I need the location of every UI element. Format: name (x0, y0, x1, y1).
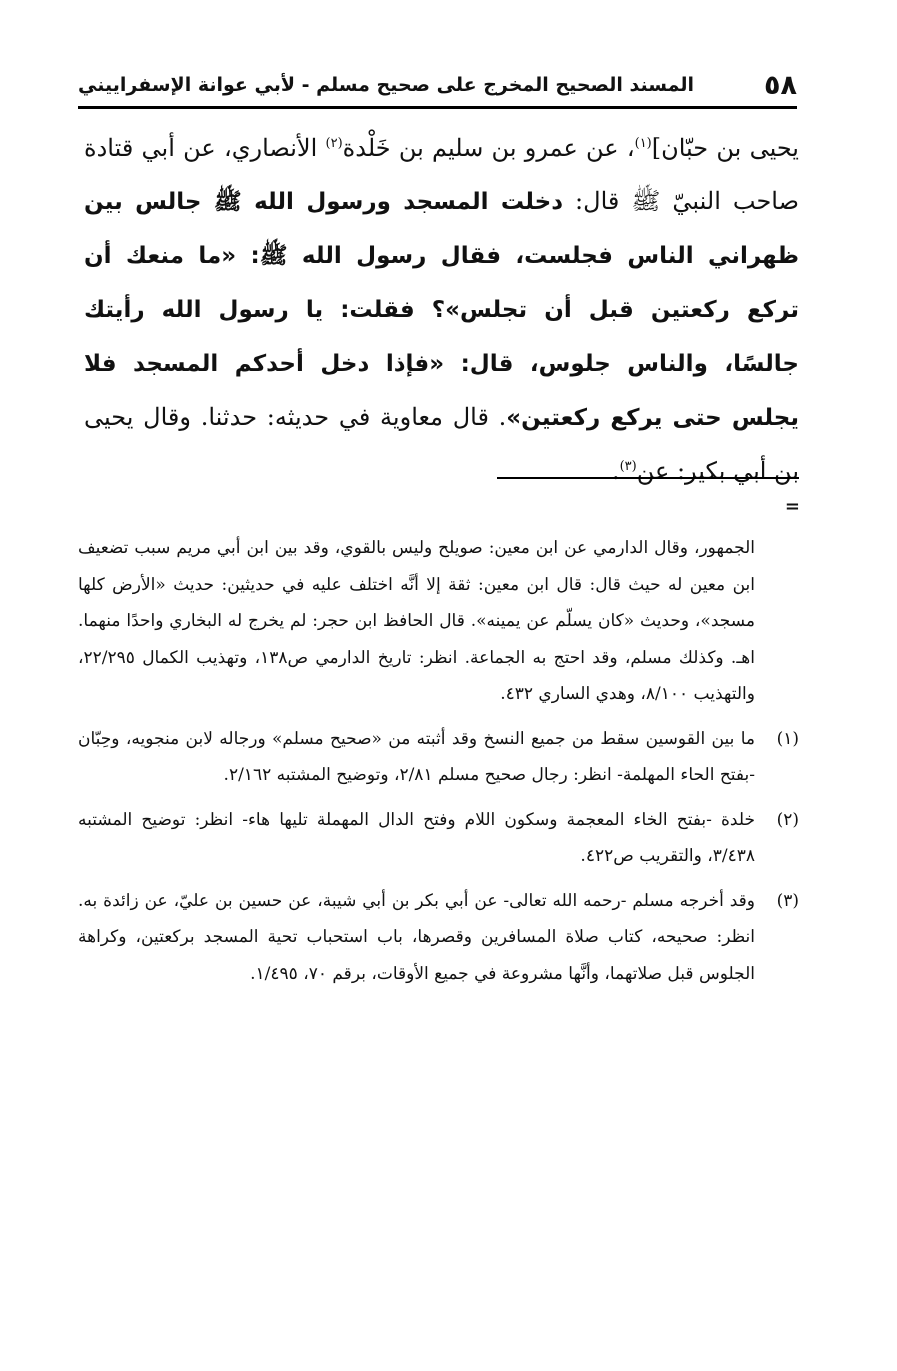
footnote-continuation-mark: = (784, 496, 800, 517)
header-rule (78, 106, 797, 109)
footnote-text: ما بين القوسين سقط من جميع النسخ وقد أثبته من «صحيح مسلم» ورجاله لابن منجويه، وحِبّان -بفتح الحاء المهلمة- انظر: رجال صحيح مسلم ٢/٨١، وتوضيح المشتبه ٢/١٦٢. (78, 728, 755, 785)
footnote-text: خلدة -بفتح الخاء المعجمة وسكون اللام وفتح الدال المهملة تليها هاء- انظر: توضيح المشتبه ٣/٤٣٨، والتقريب ص٤٢٢. (78, 809, 755, 866)
footnote-continuation: الجمهور، وقال الدارمي عن ابن معين: صويلح وليس بالقوي، وقد بين ابن أبي مريم سبب تضعيف ابن معين له حيث قال: قال ابن معين: ثقة إلا أنَّه اختلف عليه في حديثين: حديث «الأرض كلها مسجد»، وحديث «كان يسلّم عن يمينه». قال الحافظ ابن حجر: لم يخرج له البخاري واحدًا منهما. اهـ. وكذلك مسلم، وقد احتج به الجماعة. انظر: تاريخ الدارمي ص١٣٨، وتهذيب الكمال ٢٢/٢٩٥، والتهذيب ٨/١٠٠، وهدي الساري ٤٣٢. (78, 538, 756, 704)
footnote-ref-2: (٢) (325, 136, 343, 151)
main-text-segment: الأنصاري، عن أبي قتادة صاحب النبيّ ﷺ قال: (84, 134, 799, 215)
footnotes (78, 530, 799, 1000)
footnote-separator (497, 477, 799, 479)
footnote-1 (78, 721, 799, 794)
footnote-2 (78, 802, 799, 875)
footnote-text: وقد أخرجه مسلم -رحمه الله تعالى- عن أبي بكر بن أبي شيبة، عن حسين بن عليّ، عن زائدة به. انظر: صحيحه، كتاب صلاة المسافرين وقصرها، باب استحباب تحية المسجد بركعتين، وكراهة الجلوس قبل صلاتهما، وأنَّها مشروعة في جميع الأوقات، برقم ٧٠، ١/٤٩٥. (78, 890, 755, 984)
footnote-number: (٢) (776, 809, 799, 830)
footnote-number: (١) (776, 728, 799, 749)
hadith-text-bold: دخلت المسجد ورسول الله ﷺ جالس بين ظهراني الناس فجلست، فقال رسول الله ﷺ: «ما منعك أن تركع ركعتين قبل أن تجلس»؟ فقلت: يا رسول الله رأيتك جالسًا، والناس جلوس، قال: «فإذا دخل أحدكم المسجد فلا يجلس حتى يركع ركعتين» (84, 189, 799, 431)
page-header (78, 62, 797, 108)
main-text-segment: يحيى بن حبّان] (651, 134, 799, 162)
running-title: المسند الصحيح المخرج على صحيح مسلم - لأبي عوانة الإسفراييني (78, 74, 694, 96)
hadith-paragraph (84, 122, 799, 498)
footnote-number: (٣) (776, 890, 799, 911)
footnote-ref-1: (١) (634, 136, 652, 151)
main-text (84, 122, 799, 498)
main-text-segment: . قال معاوية في حديثه: حدثنا. وقال يحيى بن أبي بكير: عن (84, 403, 799, 485)
footnote-3 (78, 883, 799, 993)
main-text-segment: ، عن عمرو بن سليم بن خَلْدة (342, 134, 635, 162)
footnote-ref-3: (٣) (619, 459, 637, 474)
page-number: ٥٨ (764, 69, 797, 101)
main-text-segment: . (611, 457, 620, 485)
